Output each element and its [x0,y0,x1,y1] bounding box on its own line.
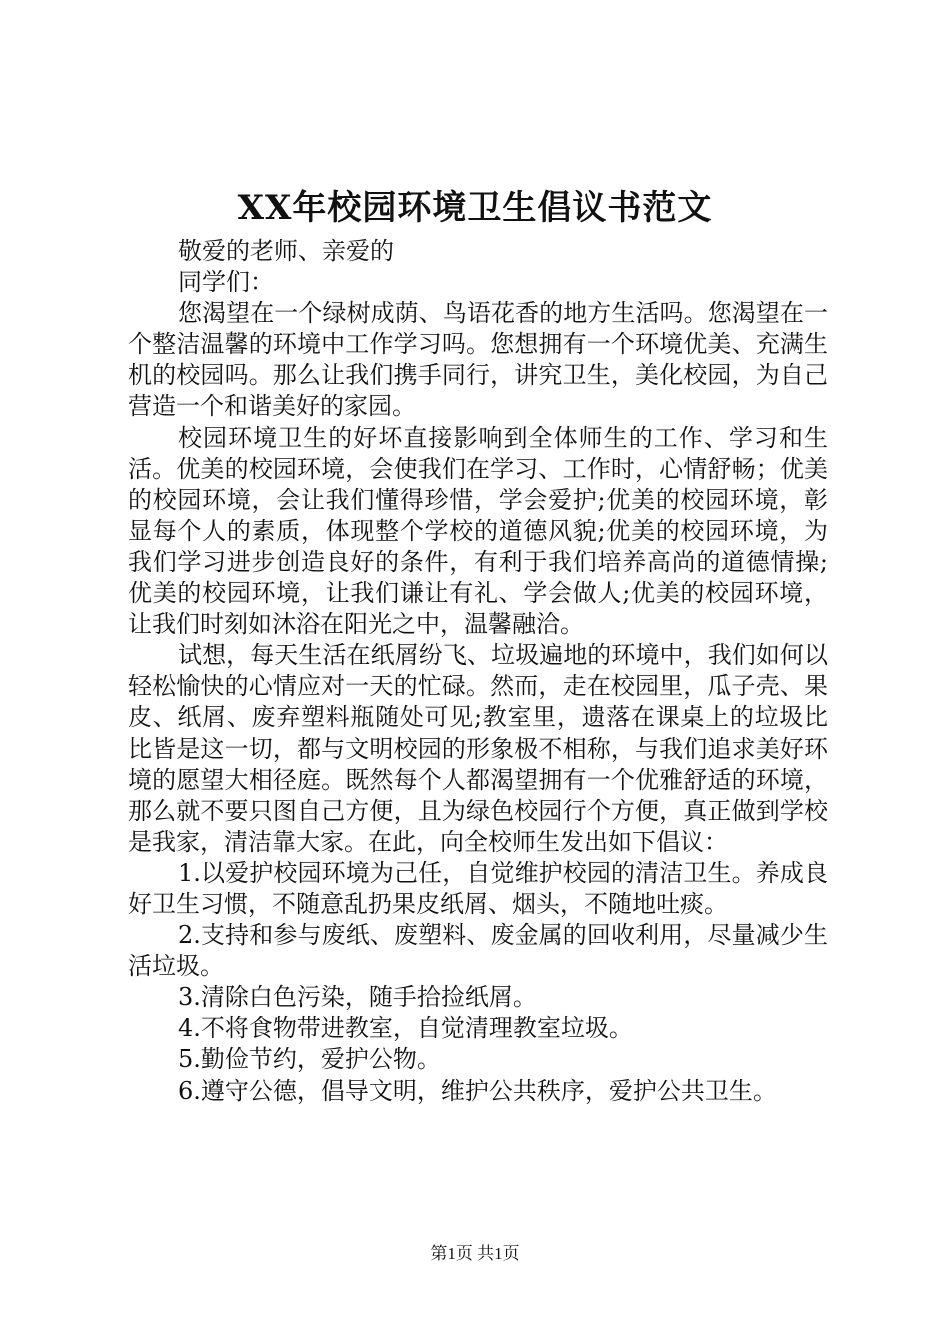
greeting-line-2: 同学们： [178,268,274,297]
paragraph-importance: 校园环境卫生的好坏直接影响到全体师生的工作、学习和生活。优美的校园环境，会使我们在学习、工作时，心情舒畅；优美的校园环境，会让我们懂得珍惜，学会爱护;优美的校园环境，彰显每个人的素质，体现整个学校的道德风貌;优美的校园环境，为我们学习进步创造良好的条件，有利于我们培养高尚的道德情操;优美的校园环境，让我们谦让有礼、学会做人;优美的校园环境，让我们时刻如沐浴在阳光之中，温馨融洽。 [128,423,828,639]
paragraph-situation: 试想，每天生活在纸屑纷飞、垃圾遍地的环境中，我们如何以轻松愉快的心情应对一天的忙碌。然而，走在校园里，瓜子壳、果皮、纸屑、废弃塑料瓶随处可见;教室里，遗落在课桌上的垃圾比比皆是这一切，都与文明校园的形象极不相称，与我们追求美好环境的愿望大相径庭。既然每个人都渴望拥有一个优雅舒适的环境，那么就不要只图自己方便，且为绿色校园行个方便，真正做到学校是我家，清洁靠大家。在此，向全校师生发出如下倡议： [128,641,828,856]
document-body [128,236,828,1107]
greeting-line-1: 敬爱的老师、亲爱的 [178,237,394,265]
proposal-item: 6.遵守公德，倡导文明，维护公共秩序，爱护公共卫生。 [178,1076,777,1105]
proposal-item: 3.清除白色污染，随手拾捡纸屑。 [178,983,537,1012]
proposal-item: 2.支持和参与废纸、废塑料、废金属的回收利用，尽量减少生活垃圾。 [128,921,828,981]
page-footer: 第1页 共1页 [430,1244,520,1263]
proposal-item: 5.勤俭节约，爱护公物。 [178,1045,441,1074]
document-title: XX年校园环境卫生倡议书范文 [237,188,713,228]
proposal-item: 1.以爱护校园环境为己任，自觉维护校园的清洁卫生。养成良好卫生习惯，不随意乱扔果皮纸屑、烟头，不随地吐痰。 [128,858,828,918]
proposal-item: 4.不将食物带进教室，自觉清理教室垃圾。 [178,1014,633,1043]
paragraph-intro: 您渴望在一个绿树成荫、鸟语花香的地方生活吗。您渴望在一个整洁温馨的环境中工作学习吗。您想拥有一个环境优美、充满生机的校园吗。那么让我们携手同行，讲究卫生，美化校园，为自己营造一个和谐美好的家园。 [128,299,828,421]
